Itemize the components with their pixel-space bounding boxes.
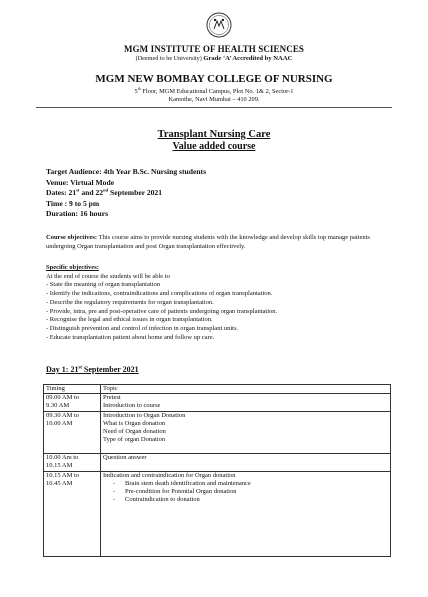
course-objectives-label: Course objectives: xyxy=(46,234,98,241)
specific-objectives-label: Specific objectives: xyxy=(46,264,99,271)
timing-cell: 09.30 AM to 10.00 AM xyxy=(44,412,101,454)
accreditation-line xyxy=(0,55,428,62)
list-item: - Brain stem death identification and maintenance xyxy=(125,480,388,488)
table-row xyxy=(44,412,391,454)
table-header-row xyxy=(44,385,391,394)
objective-item: - Educate transplantation patient about home and follow up care. xyxy=(46,333,215,341)
course-subtitle: Value added course xyxy=(172,141,256,152)
table-row xyxy=(44,394,391,412)
objective-item: - Provide, intra, pre and post-operative care of patients undergoing organ transplantation. xyxy=(46,307,278,315)
objective-item: - Identify the indications, contraindications and complications of organ transplantation. xyxy=(46,290,273,298)
list-item: - Pre-condition for Potential Organ donation xyxy=(125,488,388,496)
timing-header: Timing xyxy=(44,385,101,394)
address-line-1: 5th Floor, MGM Educational Campus, Plot No. 1& 2, Sector-1 xyxy=(134,86,294,95)
header-divider xyxy=(36,107,392,108)
topic-bullet-list xyxy=(103,480,388,504)
timing-cell: 10.00 Am to 10.15 AM xyxy=(44,454,101,472)
topic-cell: Introduction to Organ Donation What is Organ donation Need of Organ donation Type of organ Donation xyxy=(101,412,391,454)
venue: Venue: Virtual Mode xyxy=(46,177,115,187)
institute-name: MGM INSTITUTE OF HEALTH SCIENCES xyxy=(123,44,305,54)
objective-item: - Describe the regulatory requirements for organ transplantation. xyxy=(46,298,214,306)
deemed-text: (Deemed to be University) xyxy=(135,55,202,62)
objective-item: - Distinguish prevention and control of infection in organ transplant units. xyxy=(46,324,239,332)
duration: Duration: 16 hours xyxy=(46,209,109,219)
specific-objectives xyxy=(46,264,277,342)
course-objectives xyxy=(46,233,391,251)
time: Time : 9 to 5 pm xyxy=(46,198,100,208)
dates: Dates: 21st and 22nd September 2021 xyxy=(46,187,163,198)
table-row xyxy=(44,472,391,557)
timing-cell: 09.00 AM to 9.30 AM xyxy=(44,394,101,412)
day-1-schedule-table xyxy=(43,384,391,557)
objective-item: - Recognise the legal and ethical issues in organ transplantation. xyxy=(46,316,213,324)
topic-cell: Indication and contraindication for Organ donation - Brain stem death identification and maintenance - Pre-condition for Potential Organ donation - Contraindication to donation xyxy=(101,472,391,557)
specific-objectives-intro: At the end of course the students will be able to xyxy=(46,272,170,280)
naac-grade: Grade ‘A’ Accredited by NAAC xyxy=(203,55,293,62)
table-row xyxy=(44,454,391,472)
college-address xyxy=(0,88,428,104)
college-name: MGM NEW BOMBAY COLLEGE OF NURSING xyxy=(95,73,333,85)
objective-item: - State the meaning of organ transplantation xyxy=(46,281,160,289)
list-item: - Contraindication to donation xyxy=(125,496,388,504)
university-seal-icon xyxy=(206,12,232,38)
timing-cell: 10.15 AM to 10.45 AM xyxy=(44,472,101,557)
target-audience: Target Audience: 4th Year B.Sc. Nursing students xyxy=(46,167,207,176)
day-1-heading: Day 1: 21st September 2021 xyxy=(46,365,139,374)
topic-cell: Pretest Introduction to course xyxy=(101,394,391,412)
topic-cell: Question answer xyxy=(101,454,391,472)
address-line-2: Kamothe, Navi Mumbai – 410 209. xyxy=(168,96,260,103)
course-title: Transplant Nursing Care xyxy=(157,129,271,140)
topic-header: Topic xyxy=(101,385,391,394)
course-info xyxy=(46,167,206,220)
course-objectives-text: This course aims to provide nursing students with the knowledge and develop skills top manage patients undergoing Organ transplantation and post Organ transplantation effectively. xyxy=(46,234,370,250)
